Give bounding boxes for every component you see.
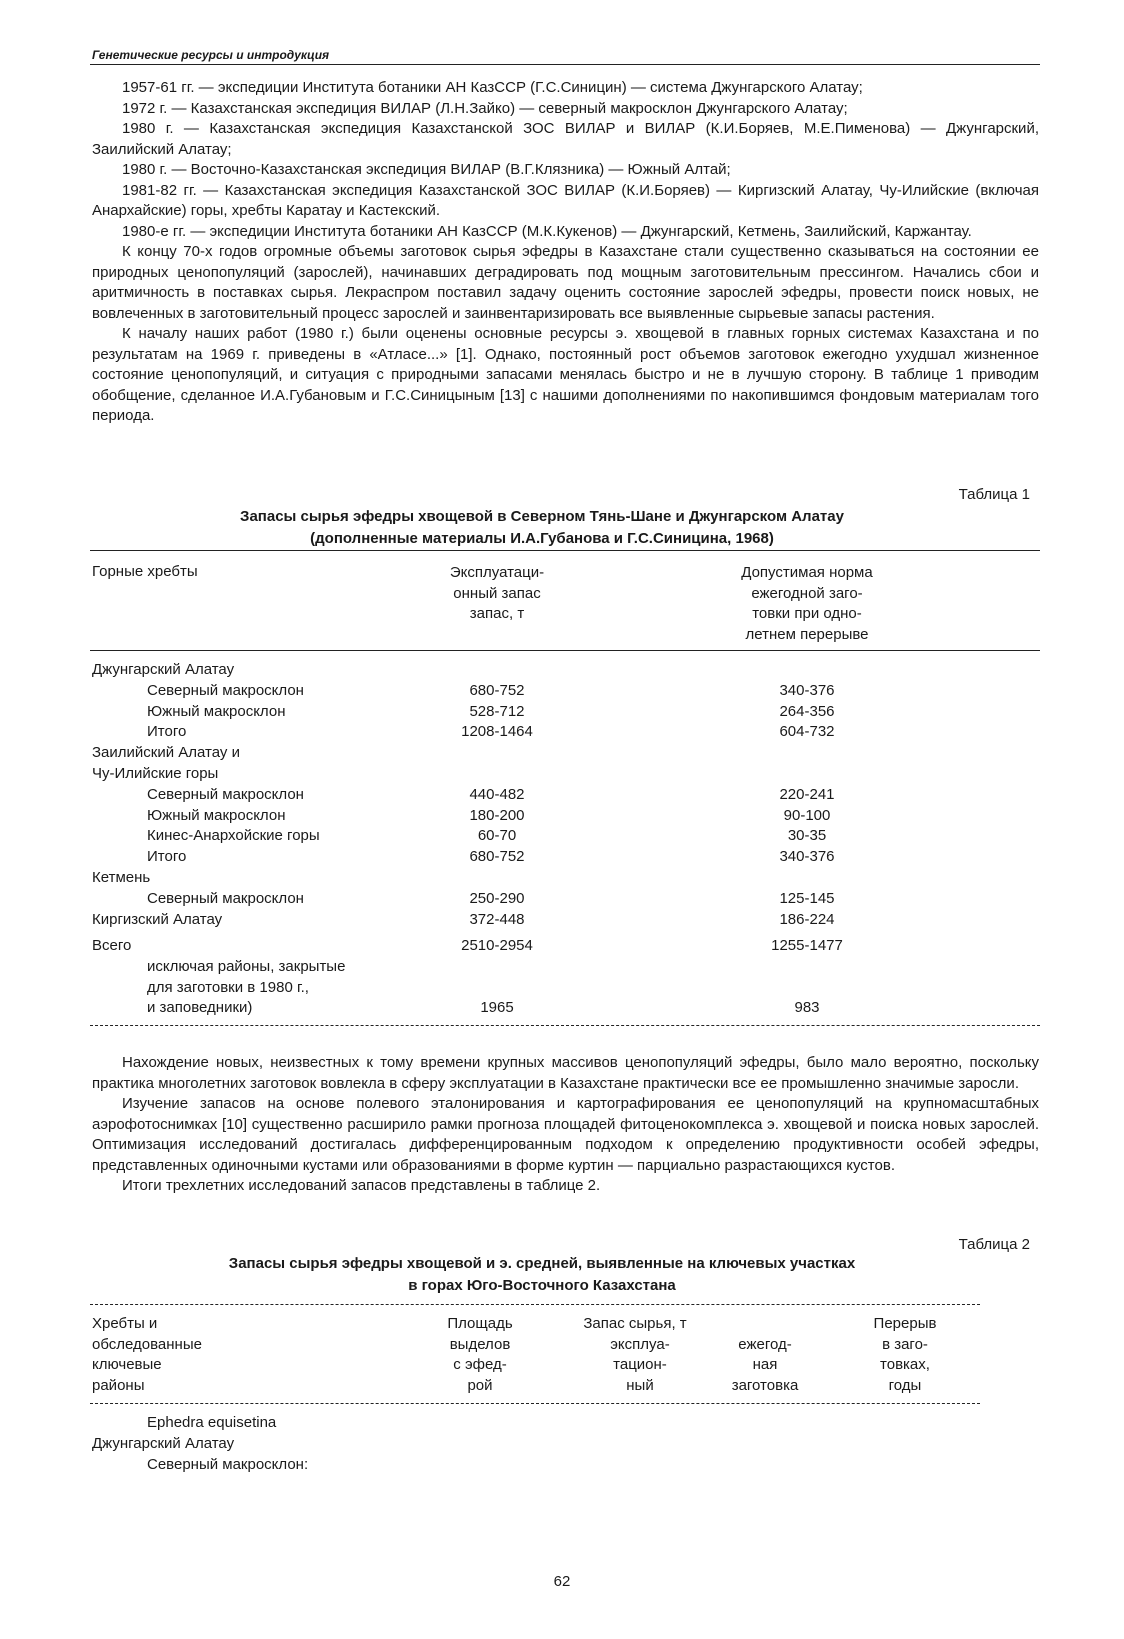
- table1-body: [92, 660, 992, 930]
- range-name: Итого: [147, 723, 187, 741]
- paragraph: 1957-61 гг. — экспедиции Института ботаники АН КазССР (Г.С.Синицин) — система Джунгарского Алатау;: [122, 79, 863, 96]
- range-name: Заилийский Алатау и: [92, 744, 240, 762]
- norm-value: 220-241: [779, 785, 835, 803]
- table-row: [92, 957, 992, 978]
- stock-value: 440-482: [469, 785, 525, 803]
- table-row: [92, 702, 992, 723]
- table-row: [92, 847, 992, 868]
- stock-value: 1208-1464: [461, 723, 533, 741]
- table2-col-header-break: Перерыв в заго- товках, годы: [873, 1315, 937, 1394]
- table-row: [92, 806, 992, 827]
- norm-value: 90-100: [783, 806, 831, 824]
- paragraph: Нахождение новых, неизвестных к тому времени крупных массивов ценопопуляций эфедры, было мало вероятно, поскольку практика многолетних заготовок вовлекла в сферу эксплуатации в Казахстане практически все ее промышленно значимые заросли.: [92, 1054, 1039, 1092]
- table-row: [92, 978, 992, 999]
- header-rule: [90, 64, 1040, 65]
- excl-stock: 1965: [480, 999, 514, 1017]
- range-name: Северный макросклон: [147, 889, 304, 907]
- stock-value: 528-712: [469, 702, 525, 720]
- exclusion-note: исключая районы, закрытые: [147, 957, 346, 975]
- norm-value: 186-224: [779, 910, 835, 928]
- table-row: [92, 910, 992, 931]
- table-row: [92, 722, 992, 743]
- table2-label: Таблица 2: [958, 1236, 1030, 1253]
- table2-title: Запасы сырья эфедры хвощевой и э. средней, выявленные на ключевых участках в горах Юго-Восточного Казахстана: [228, 1255, 856, 1294]
- norm-value: 264-356: [779, 702, 835, 720]
- norm-value: 340-376: [779, 848, 835, 866]
- stock-value: 680-752: [469, 848, 525, 866]
- total-stock: 2510-2954: [461, 937, 533, 954]
- table1-total: [92, 936, 992, 1019]
- middle-text: [92, 1053, 1039, 1197]
- range-name: Чу-Илийские горы: [92, 764, 219, 782]
- table-row: [92, 826, 992, 847]
- page-number: 62: [553, 1573, 571, 1590]
- stock-value: 250-290: [469, 889, 525, 907]
- table-row: [92, 764, 992, 785]
- paragraph: 1980 г. — Восточно-Казахстанская экспедиция ВИЛАР (В.Г.Клязника) — Южный Алтай;: [122, 161, 731, 178]
- table-row: [92, 889, 992, 910]
- range-row: Джунгарский Алатау: [92, 1435, 235, 1452]
- range-name: Северный макросклон: [147, 681, 304, 699]
- norm-value: 604-732: [779, 723, 835, 741]
- excl-norm: 983: [794, 999, 820, 1017]
- slope-row: Северный макросклон:: [147, 1456, 309, 1473]
- table-row: [92, 785, 992, 806]
- table2-col-header-group: Запас сырья, т: [583, 1315, 687, 1332]
- range-name: Южный макросклон: [147, 806, 286, 824]
- table2-col-header-annual: ежегод- ная заготовка: [731, 1335, 799, 1394]
- table2-col-header-area: Площадь выделов с эфед- рой: [447, 1315, 513, 1394]
- species-row: Ephedra equisetina: [147, 1414, 277, 1431]
- stock-value: 372-448: [469, 910, 525, 928]
- exclusion-note: для заготовки в 1980 г.,: [147, 978, 309, 996]
- table1-title: Запасы сырья эфедры хвощевой в Северном Тянь-Шане и Джунгарском Алатау (дополненные материалы И.А.Губанова и Г.С.Синицина, 1968): [240, 508, 844, 547]
- table1-top-rule: [90, 550, 1040, 551]
- stock-value: 680-752: [469, 681, 525, 699]
- table1-col-header-ranges: Горные хребты: [92, 563, 198, 580]
- range-name: Кинес-Анархойские горы: [147, 827, 320, 845]
- stock-value: 180-200: [469, 806, 525, 824]
- table1-col-header-norm: Допустимая норма ежегодной заго- товки при одно- летнем перерыве: [741, 564, 873, 643]
- total-norm: 1255-1477: [771, 937, 843, 954]
- total-label: Всего: [92, 937, 132, 954]
- table-row: [92, 660, 992, 681]
- exclusion-note: и заповедники): [147, 999, 253, 1017]
- stock-value: 60-70: [477, 827, 517, 845]
- table2-col-header-operational: эксплуа- тацион- ный: [610, 1335, 670, 1394]
- table1-bottom-rule: [90, 1025, 1040, 1026]
- table1-header-rule: [90, 650, 1040, 651]
- table-row: [92, 936, 992, 957]
- range-name: Итого: [147, 848, 187, 866]
- table2-top-rule: [90, 1304, 980, 1305]
- table-row: [92, 998, 992, 1019]
- range-name: Джунгарский Алатау: [92, 661, 235, 678]
- paragraph: 1980 г. — Казахстанская экспедиция Казахстанской ЗОС ВИЛАР и ВИЛАР (К.И.Боряев, М.Е.Пименова) — Джунгарский, Заилийский Алатау;: [92, 120, 1039, 158]
- paragraph: Изучение запасов на основе полевого эталонирования и картографирования ее ценопопуляций на крупномасштабных аэрофотоснимках [10] существенно расширило рамки прогноза площадей фитоценокомплекса э. хвощевой и поиска новых зарослей. Оптимизация исследований достигалась дифференцированным подходом к определению продуктивности особей эфедры, представленных одиночными кустами или образованиями в форме куртин — парциально разрастающихся кустов.: [92, 1095, 1039, 1174]
- range-name: Южный макросклон: [147, 702, 286, 720]
- table1-col-header-stock: Эксплуатаци- онный запас запас, т: [449, 564, 545, 622]
- table2-col-header-ranges: Хребты и обследованные ключевые районы: [92, 1315, 202, 1394]
- norm-value: 125-145: [779, 889, 835, 907]
- range-name: Киргизский Алатау: [92, 910, 223, 928]
- running-header: Генетические ресурсы и интродукция: [92, 48, 330, 62]
- norm-value: 340-376: [779, 681, 835, 699]
- paragraph: 1981-82 гг. — Казахстанская экспедиция Казахстанской ЗОС ВИЛАР (К.И.Боряев) — Киргизский Алатау, Чу-Илийские (включая Анархайские) горы, хребты Каратау и Кастекский.: [92, 181, 1039, 219]
- paragraph: К началу наших работ (1980 г.) были оценены основные ресурсы э. хвощевой в главных горных системах Казахстана и по результатам на 1969 г. приведены в «Атласе...» [1]. Однако, постоянный рост объемов заготовок ежегодно ухудшал жизненное состояние ценопопуляций, и ситуация с природными запасами менялась быстро и не в лучшую сторону. В таблице 1 приводим обобщение, сделанное И.А.Губановым и Г.С.Синицыным [13] с нашими дополнениями по накопившимся фондовым материалам того периода.: [92, 325, 1039, 424]
- table-row: [92, 681, 992, 702]
- paragraph: Итоги трехлетних исследований запасов представлены в таблице 2.: [122, 1177, 601, 1194]
- table-row: [92, 868, 992, 889]
- table-row: [92, 743, 992, 764]
- table1-label: Таблица 1: [958, 486, 1030, 503]
- paragraph: К концу 70-х годов огромные объемы заготовок сырья эфедры в Казахстане стали существенно сказываться на состоянии ее природных ценопопуляций (зарослей), начинавших деградировать под мощным заготовительным прессингом. Начались сбои и аритмичность в поставках сырья. Лекраспром поставил задачу оценить состояние зарослей эфедры, провести поиск новых, не вовлеченных в заготовительный процесс зарослей и заинвентаризировать все выявленные сырьевые запасы растения.: [92, 243, 1039, 322]
- paragraph: 1980-е гг. — экспедиции Института ботаники АН КазССР (М.К.Кукенов) — Джунгарский, Кетмень, Заилийский, Каржантау.: [122, 222, 972, 240]
- norm-value: 30-35: [787, 827, 827, 845]
- table2-header-rule: [90, 1403, 980, 1404]
- range-name: Северный макросклон: [147, 785, 304, 803]
- range-name: Кетмень: [92, 868, 151, 886]
- paragraph: 1972 г. — Казахстанская экспедиция ВИЛАР (Л.Н.Зайко) — северный макросклон Джунгарского Алатау;: [122, 99, 848, 117]
- table2-body: [92, 1412, 308, 1475]
- intro-text: [92, 78, 1039, 427]
